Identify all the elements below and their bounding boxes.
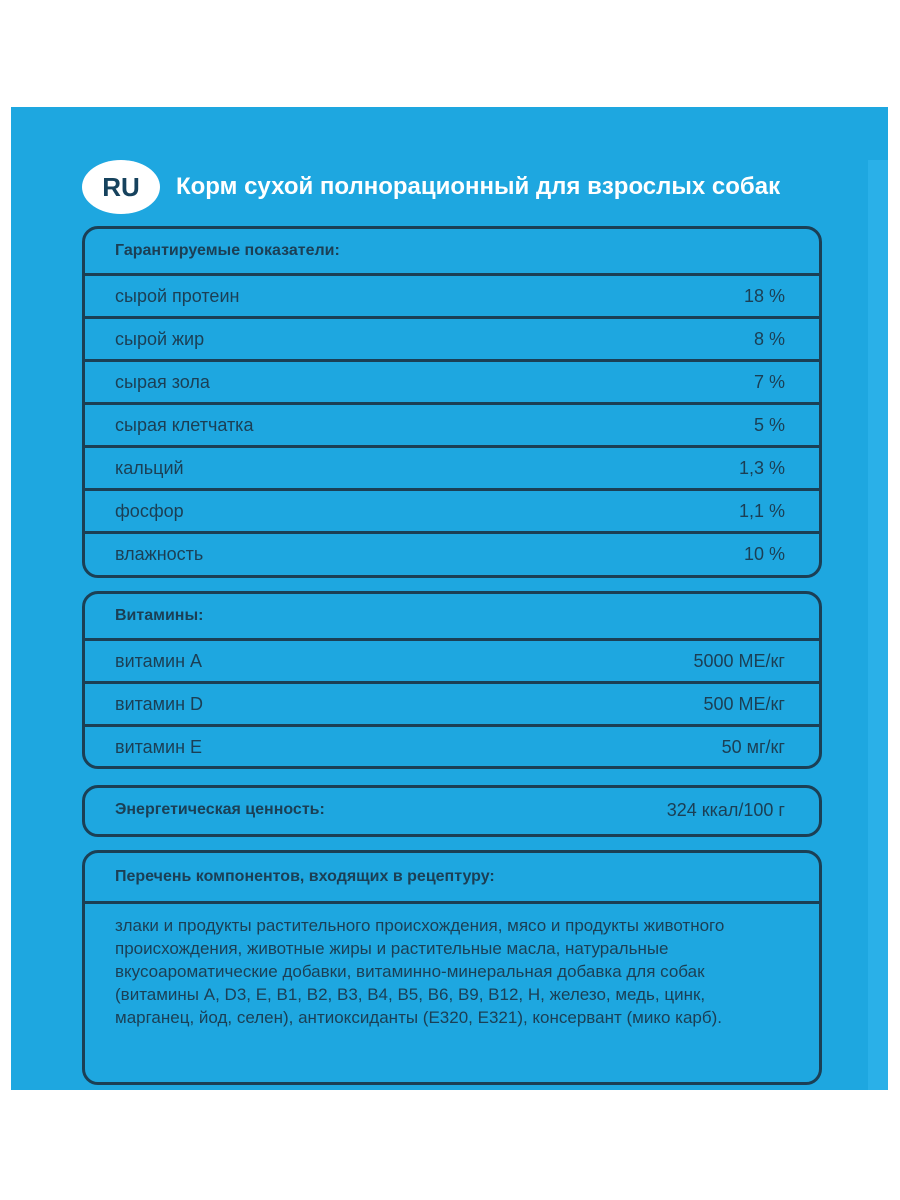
row-value: 5 % [753, 414, 785, 435]
label-header [82, 160, 780, 214]
row-label: витамин Е [115, 736, 203, 757]
row-value: 7 % [753, 371, 785, 392]
panel-edge-strip [868, 160, 888, 1090]
row-value: 50 мг/кг [721, 736, 785, 757]
table-row [85, 362, 819, 405]
language-badge: RU [82, 160, 160, 214]
row-label: влажность [115, 543, 204, 564]
energy-box [82, 785, 822, 837]
row-value: 18 % [743, 285, 785, 306]
row-label: сырая клетчатка [115, 414, 254, 435]
row-value: 10 % [743, 543, 785, 564]
table-row [85, 727, 819, 767]
guaranteed-values-box [82, 226, 822, 578]
row-label: сырой жир [115, 328, 205, 349]
row-value: 8 % [753, 328, 785, 349]
energy-value: 324 ккал/100 г [666, 799, 785, 820]
vitamins-box [82, 591, 822, 769]
row-label: сырой протеин [115, 285, 240, 306]
table-row [85, 491, 819, 534]
row-value: 500 МЕ/кг [703, 693, 785, 714]
energy-label: Энергетическая ценность: [115, 801, 325, 818]
ingredients-text: злаки и продукты растительного происхождения, мясо и продукты животного происхождения, животные жиры и растительные масла, натуральные вкусоароматические добавки, витаминно-минеральная добавка для собак (витамины А, D3, Е, В1, В2, В3, В4, В5, В6, В9, В12, Н, железо, медь, цинк, марганец, йод, селен), антиоксиданты (Е320, Е321), консервант (мико карб). [115, 916, 725, 1027]
product-title: Корм сухой полнорационный для взрослых собак [176, 173, 781, 200]
row-label: витамин D [115, 693, 204, 714]
vitamins-heading: Витамины: [85, 594, 819, 641]
table-row [85, 448, 819, 491]
row-value: 1,3 % [738, 457, 785, 478]
energy-row [85, 788, 819, 832]
table-row [85, 684, 819, 727]
table-row [85, 319, 819, 362]
ingredients-heading: Перечень компонентов, входящих в рецептуру: [85, 853, 819, 904]
table-row [85, 405, 819, 448]
table-row [85, 276, 819, 319]
row-value: 1,1 % [738, 500, 785, 521]
guaranteed-values-heading: Гарантируемые показатели: [85, 229, 819, 276]
row-value: 5000 МЕ/кг [693, 650, 785, 671]
table-row [85, 534, 819, 574]
table-row [85, 641, 819, 684]
row-label: сырая зола [115, 371, 210, 392]
row-label: витамин А [115, 650, 203, 671]
row-label: фосфор [115, 500, 184, 521]
ingredients-box [82, 850, 822, 1085]
row-label: кальций [115, 457, 184, 478]
